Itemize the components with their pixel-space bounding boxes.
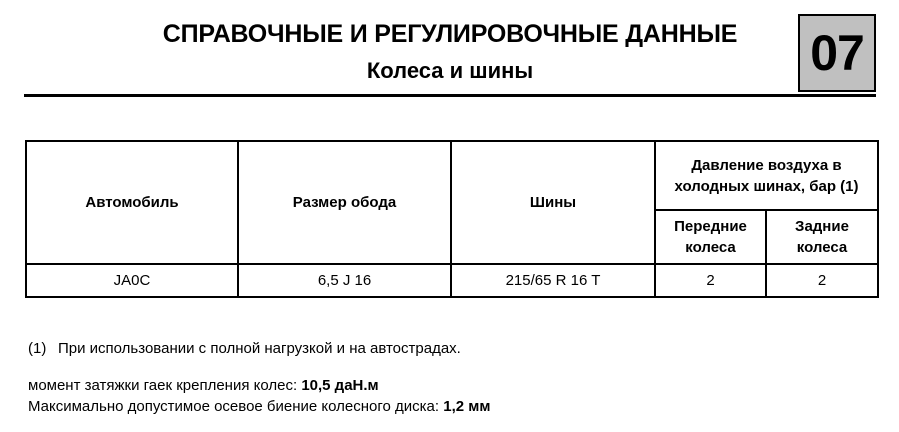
runout-value: 1,2 мм [443,398,491,415]
footnote-mark: (1) [28,340,47,357]
header-rim-size: Размер обода [238,141,451,264]
cell-rim-size: 6,5 J 16 [238,264,451,297]
wheels-tires-table [25,140,879,298]
cell-front-pressure: 2 [655,264,766,297]
header-front-wheels: Передние колеса [655,210,766,264]
torque-label: момент затяжки гаек крепления колес: [28,377,298,394]
footnote-text: При использовании с полной нагрузкой и на автострадах. [58,340,461,357]
cell-vehicle: JA0C [26,264,238,297]
runout-spec [28,398,490,415]
header-vehicle: Автомобиль [26,141,238,264]
page-subtitle: Колеса и шины [366,58,534,83]
torque-value: 10,5 даН.м [301,377,379,394]
header-tires: Шины [451,141,655,264]
header-rear-wheels: Задние колеса [766,210,878,264]
chapter-number-badge: 07 [798,14,876,92]
page-title: СПРАВОЧНЫЕ И РЕГУЛИРОВОЧНЫЕ ДАННЫЕ [162,20,738,48]
footnote [28,340,461,357]
header-pressure: Давление воздуха в холодных шинах, бар (1) [655,141,878,210]
torque-spec [28,377,379,394]
cell-rear-pressure: 2 [766,264,878,297]
runout-label: Максимально допустимое осевое биение колесного диска: [28,398,440,415]
table-row [26,264,878,297]
cell-tires: 215/65 R 16 T [451,264,655,297]
header-divider [24,94,876,97]
